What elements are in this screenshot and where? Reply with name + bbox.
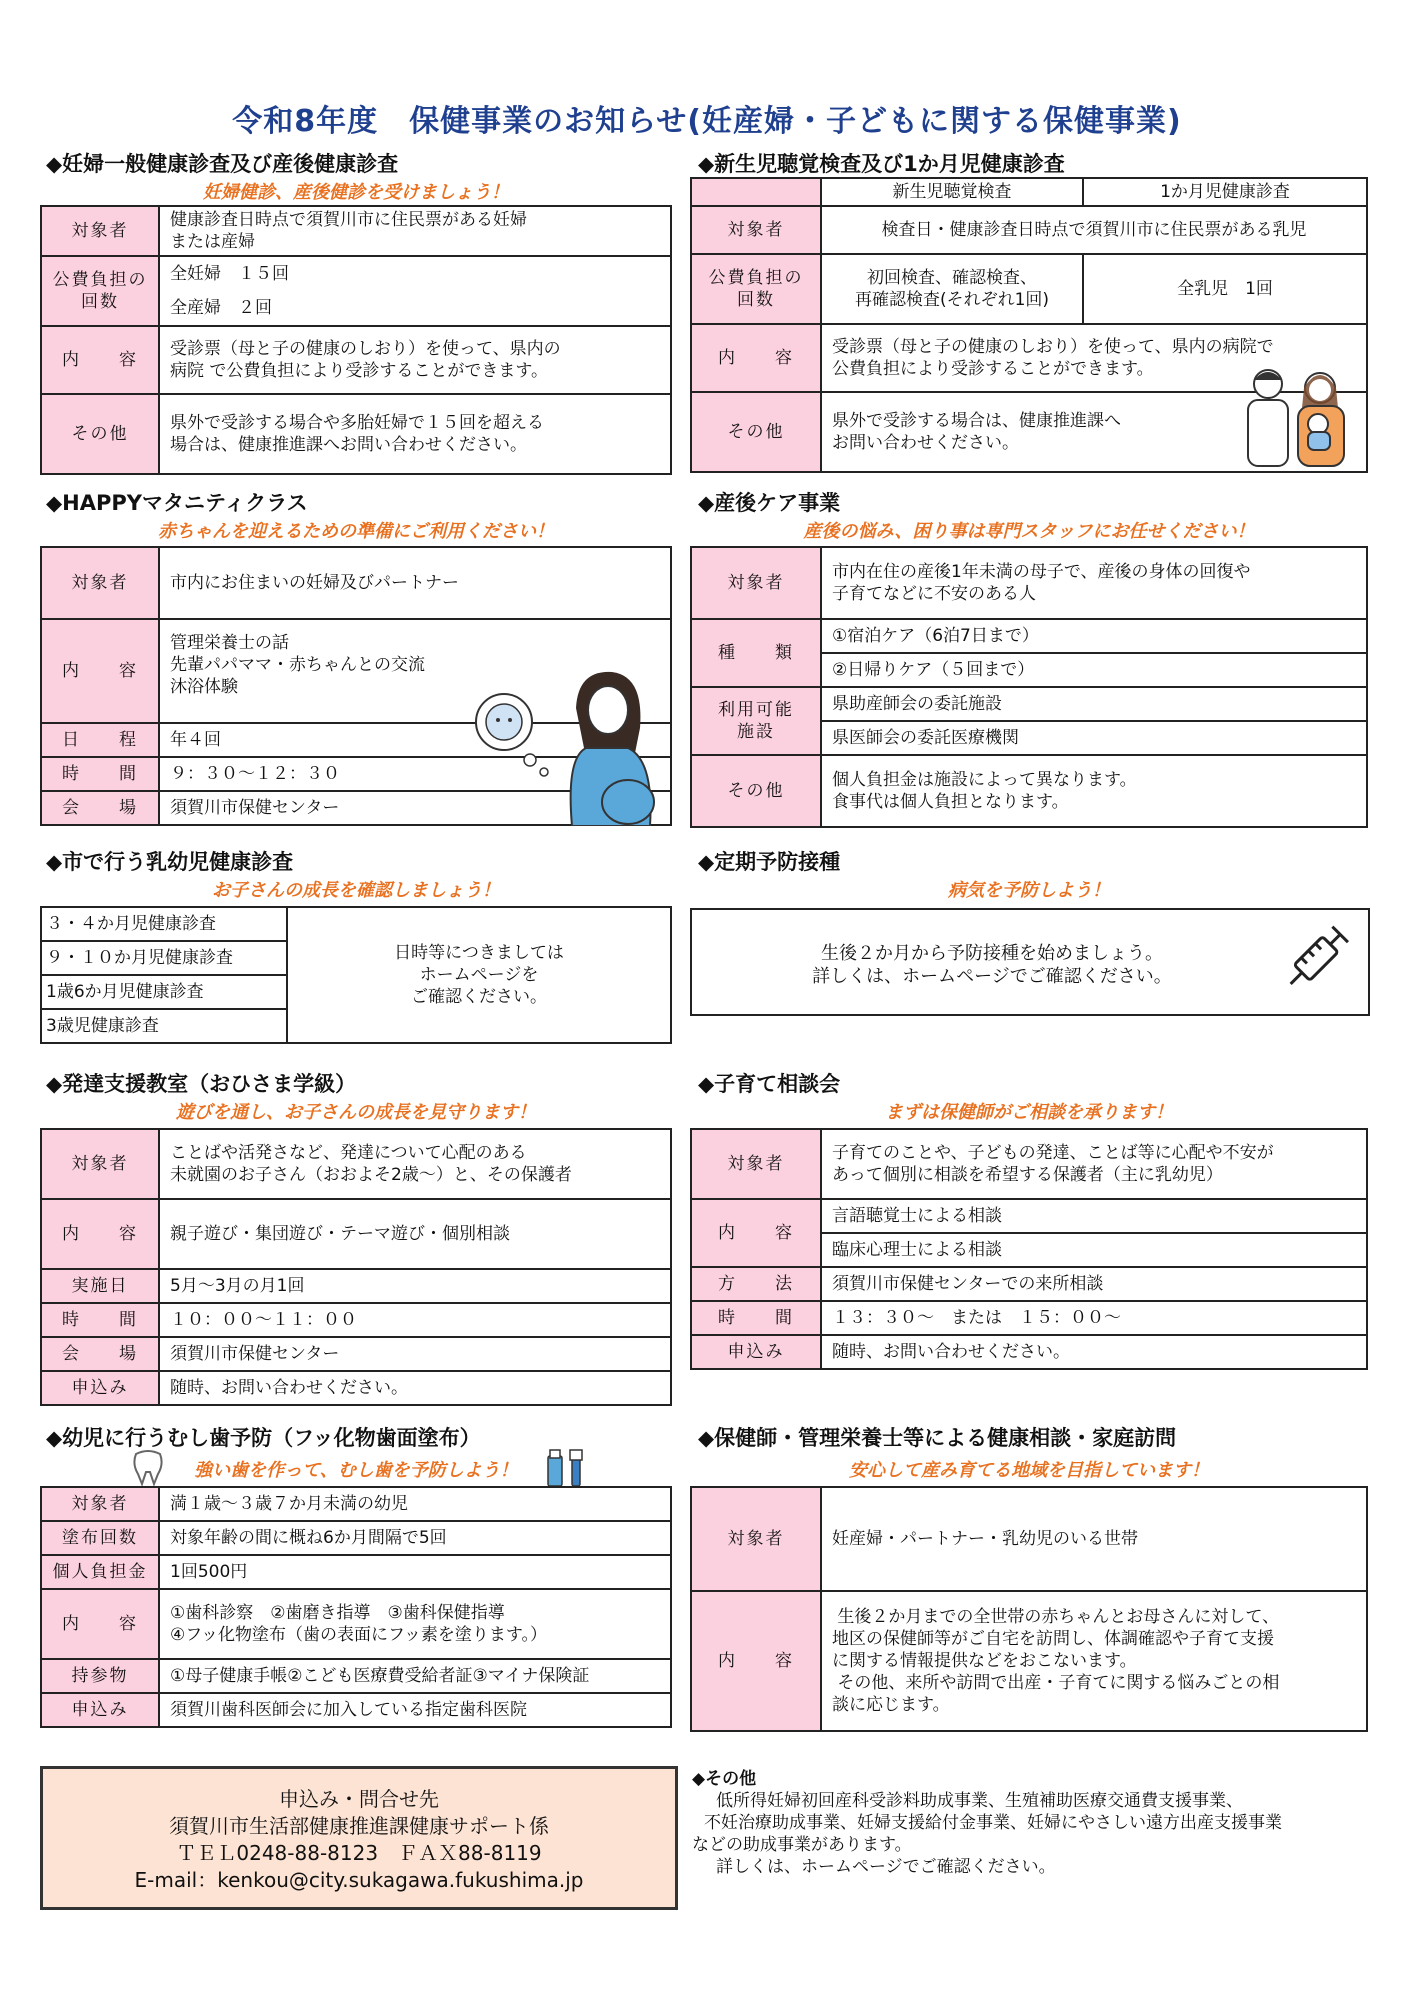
cell-text: 子育てのことや、子どもの発達、ことば等に心配や不安が: [832, 1142, 1274, 1163]
cell-text: 個人負担金は施設によって異なります。: [832, 769, 1137, 790]
section-heading-development-class: ◆発達支援教室（おひさま学級）: [46, 1072, 357, 1096]
cell-text: 受診票（母と子の健康のしおり）を使って、県内の: [170, 339, 561, 360]
row-header: その他: [691, 755, 821, 827]
contact-box: [40, 1766, 678, 1910]
vaccination-text: 生後２か月から予防接種を始めましょう。: [821, 943, 1163, 964]
cell-text: １０：００～１１：００: [159, 1303, 671, 1337]
row-header: 対象者: [41, 1129, 159, 1199]
column-header: 新生児聴覚検査: [821, 178, 1083, 206]
cell-text: あって個別に相談を希望する保護者（主に乳幼児）: [832, 1165, 1223, 1185]
syringe-icon: [1272, 920, 1356, 1004]
row-header: 内 容: [691, 1591, 821, 1731]
cell-text: 先輩パパママ・赤ちゃんとの交流: [170, 655, 425, 676]
row-header: 種 類: [691, 619, 821, 687]
row-header: 対象者: [41, 1487, 159, 1521]
other-text: などの助成事業があります。: [692, 1835, 912, 1856]
row-header: 対象者: [41, 547, 159, 619]
cell-text: 全産婦 ２回: [170, 298, 272, 319]
cell-text: 年４回: [159, 723, 671, 757]
pregnant-woman-illustration: [468, 668, 668, 826]
cell-text: 全妊婦 １５回: [170, 264, 289, 285]
other-text: 詳しくは、ホームページでご確認ください。: [716, 1857, 1056, 1878]
row-header: 日 程: [41, 723, 159, 757]
cell-text: 病院 で公費負担により受診することができます。: [170, 361, 549, 382]
row-header: 対象者: [41, 206, 159, 256]
cell-text: 食事代は個人負担となります。: [832, 792, 1069, 812]
cell-text: ①母子健康手帳②こども医療費受給者証③マイナ保険証: [159, 1659, 671, 1693]
family-illustration: [1238, 362, 1358, 468]
cell-text: お問い合わせください。: [832, 433, 1019, 454]
checkup-item: ３・４か月児健康診査: [41, 907, 287, 941]
cell-text: 未就園のお子さん（おおよそ2歳～）と、その保護者: [170, 1165, 572, 1185]
row-header: 方 法: [691, 1267, 821, 1301]
cell-text: 須賀川市保健センター: [159, 791, 671, 825]
postpartum-care-table: [690, 546, 1368, 828]
cell-text: 検査日・健康診査日時点で須賀川市に住民票がある乳児: [821, 206, 1367, 254]
prenatal-checkup-table: [40, 205, 672, 475]
fluoride-table: [40, 1486, 672, 1728]
row-header: 内 容: [41, 619, 159, 723]
development-class-table: [40, 1128, 672, 1406]
vaccination-text: 詳しくは、ホームページでご確認ください。: [812, 966, 1172, 988]
section-heading-vaccination: ◆定期予防接種: [698, 850, 841, 874]
cell-text: ①歯科診察 ②歯磨き指導 ③歯科保健指導: [170, 1602, 505, 1623]
row-header: その他: [691, 392, 821, 472]
section-subtitle: 産後の悩み、困り事は専門スタッフにお任せください！: [803, 521, 1255, 542]
row-header: 個人負担金: [41, 1555, 159, 1589]
section-subtitle: 赤ちゃんを迎えるための準備にご利用ください！: [158, 521, 554, 542]
cell-text: 随時、お問い合わせください。: [159, 1371, 671, 1405]
row-header: 申込み: [41, 1693, 159, 1727]
row-header: 対象者: [691, 1487, 821, 1591]
row-header: 塗布回数: [41, 1521, 159, 1555]
row-header: 会 場: [41, 1337, 159, 1371]
cell-text: 受診票（母と子の健康のしおり）を使って、県内の病院で: [832, 337, 1274, 357]
section-subtitle: 遊びを通し、お子さんの成長を見守ります！: [176, 1102, 536, 1123]
row-header: 持参物: [41, 1659, 159, 1693]
row-header: 内 容: [41, 1199, 159, 1269]
cell-text: 市内にお住まいの妊婦及びパートナー: [159, 547, 671, 619]
row-header: 会 場: [41, 791, 159, 825]
section-subtitle: 強い歯を作って、むし歯を予防しよう！: [194, 1460, 518, 1481]
cell-text: 子育てなどに不安のある人: [832, 584, 1036, 604]
section-subtitle: 病気を予防しよう！: [948, 880, 1110, 901]
section-heading-prenatal-checkup: ◆妊婦一般健康診査及び産後健康診査: [46, 152, 399, 176]
other-text: 不妊治療助成事業、妊婦支援給付金事業、妊婦にやさしい遠方出産支援事業: [704, 1813, 1282, 1834]
checkup-item: ９・１０か月児健康診査: [41, 941, 287, 975]
row-header: 内 容: [691, 324, 821, 392]
cell-text: 満１歳～３歳７か月未満の幼児: [159, 1487, 671, 1521]
row-header: 申込み: [691, 1335, 821, 1369]
cell-text: 管理栄養士の話: [170, 633, 289, 653]
section-subtitle: 妊婦健診、産後健診を受けましょう！: [203, 182, 509, 203]
cell-text: 須賀川市保健センター: [159, 1337, 671, 1371]
section-subtitle: まずは保健師がご相談を承ります！: [885, 1102, 1173, 1123]
checkup-note: 日時等につきましては ホームページを ご確認ください。: [287, 907, 671, 1043]
section-heading-fluoride: ◆幼児に行うむし歯予防（フッ化物歯面塗布）: [46, 1426, 481, 1450]
row-header: その他: [41, 394, 159, 474]
section-subtitle: 安心して産み育てる地域を目指しています！: [849, 1460, 1209, 1481]
cell-text: 県助産師会の委託施設: [821, 687, 1367, 721]
cell-text: 1回500円: [159, 1555, 671, 1589]
vaccination-box: [690, 908, 1370, 1016]
row-header: 公費負担の 回数: [691, 254, 821, 324]
cell-text: 場合は、健康推進課へお問い合わせください。: [170, 435, 527, 456]
section-heading-newborn: ◆新生児聴覚検査及び1か月児健康診査: [698, 152, 1065, 176]
other-text: 低所得妊婦初回産科受診料助成事業、生殖補助医療交通費支援事業、: [716, 1791, 1243, 1812]
cell-text: 県医師会の委託医療機関: [821, 721, 1367, 755]
row-header: 対象者: [691, 206, 821, 254]
checkup-item: 1歳6か月児健康診査: [41, 975, 287, 1009]
row-header: 時 間: [691, 1301, 821, 1335]
infant-checkup-table: [40, 906, 672, 1044]
row-header: 時 間: [41, 1303, 159, 1337]
section-heading-infant-checkup: ◆市で行う乳幼児健康診査: [46, 850, 294, 874]
section-heading-home-visit: ◆保健師・管理栄養士等による健康相談・家庭訪問: [698, 1426, 1177, 1450]
cell-text: 妊産婦・パートナー・乳幼児のいる世帯: [821, 1487, 1367, 1591]
section-heading-parenting-consultation: ◆子育て相談会: [698, 1072, 841, 1096]
row-header: 内 容: [41, 1589, 159, 1659]
checkup-item: 3歳児健康診査: [41, 1009, 287, 1043]
row-header: 内 容: [691, 1199, 821, 1267]
cell-text: 初回検査、確認検査、 再確認検査(それぞれ1回): [821, 254, 1083, 324]
cell-text: 健康診査日時点で須賀川市に住民票がある妊婦: [170, 210, 527, 230]
row-header: 実施日: [41, 1269, 159, 1303]
toothbrush-icon: [546, 1448, 592, 1488]
cell-text: 親子遊び・集団遊び・テーマ遊び・個別相談: [159, 1199, 671, 1269]
row-header: 申込み: [41, 1371, 159, 1405]
cell-text: 市内在住の産後1年未満の母子で、産後の身体の回復や: [832, 561, 1251, 582]
cell-text: ②日帰りケア（５回まで）: [821, 653, 1367, 687]
contact-department: 須賀川市生活部健康推進課健康サポート係: [169, 1814, 549, 1838]
contact-heading: 申込み・問合せ先: [279, 1787, 439, 1811]
cell-text: 須賀川歯科医師会に加入している指定歯科医院: [159, 1693, 671, 1727]
row-header: 利用可能 施設: [691, 687, 821, 755]
cell-text: 県外で受診する場合や多胎妊婦で１５回を超える: [170, 413, 544, 434]
row-header: 対象者: [691, 1129, 821, 1199]
contact-phone-fax: ＴＥＬ0248-88-8123 ＦＡＸ88-8119: [176, 1841, 542, 1865]
cell-text: 随時、お問い合わせください。: [821, 1335, 1367, 1369]
cell-text: 沐浴体験: [170, 677, 238, 698]
cell-text: ことばや活発さなど、発達について心配のある: [170, 1142, 527, 1163]
cell-text: 生後２か月までの全世帯の赤ちゃんとお母さんに対して、 地区の保健師等がご自宅を訪問し、体調確認や子育て支援 に関する情報提供などをおこないます。 その他、来所や訪問で出産・子育てに関する悩みごとの相 談に応じます。: [821, 1591, 1367, 1731]
row-header: 対象者: [691, 547, 821, 619]
cell-text: 公費負担により受診することができます。: [832, 359, 1154, 380]
cell-text: ①宿泊ケア（6泊7日まで）: [821, 619, 1367, 653]
cell-text: 臨床心理士による相談: [821, 1233, 1367, 1267]
cell-text: 5月～3月の月1回: [159, 1269, 671, 1303]
other-heading: ◆その他: [692, 1769, 757, 1789]
cell-text: ９：３０～１２：３０: [159, 757, 671, 791]
cell-text: １３：３０～ または １５：００～: [821, 1301, 1367, 1335]
home-visit-table: [690, 1486, 1368, 1732]
cell-text: ④フッ化物塗布（歯の表面にフッ素を塗ります。）: [170, 1625, 547, 1645]
contact-email: E-mail：kenkou@city.sukagawa.fukushima.jp: [134, 1868, 584, 1892]
row-header: 時 間: [41, 757, 159, 791]
section-heading-postpartum-care: ◆産後ケア事業: [698, 491, 841, 515]
cell-text: 言語聴覚士による相談: [821, 1199, 1367, 1233]
parenting-consultation-table: [690, 1128, 1368, 1370]
column-header: 1か月児健康診査: [1083, 178, 1367, 206]
cell-text: 対象年齢の間に概ね6か月間隔で5回: [159, 1521, 671, 1555]
page-title: 令和8年度 保健事業のお知らせ(妊産婦・子どもに関する保健事業): [232, 104, 1182, 139]
section-subtitle: お子さんの成長を確認しましょう！: [212, 880, 500, 901]
cell-text: 県外で受診する場合は、健康推進課へ: [832, 411, 1121, 431]
row-header: 公費負担の 回数: [41, 256, 159, 326]
row-header: 内 容: [41, 326, 159, 394]
cell-text: または産婦: [170, 232, 255, 253]
cell-text: 須賀川市保健センターでの来所相談: [821, 1267, 1367, 1301]
other-notes: [692, 1768, 1382, 1878]
cell-text: 全乳児 1回: [1083, 254, 1367, 324]
section-heading-maternity-class: ◆HAPPYマタニティクラス: [46, 491, 308, 515]
